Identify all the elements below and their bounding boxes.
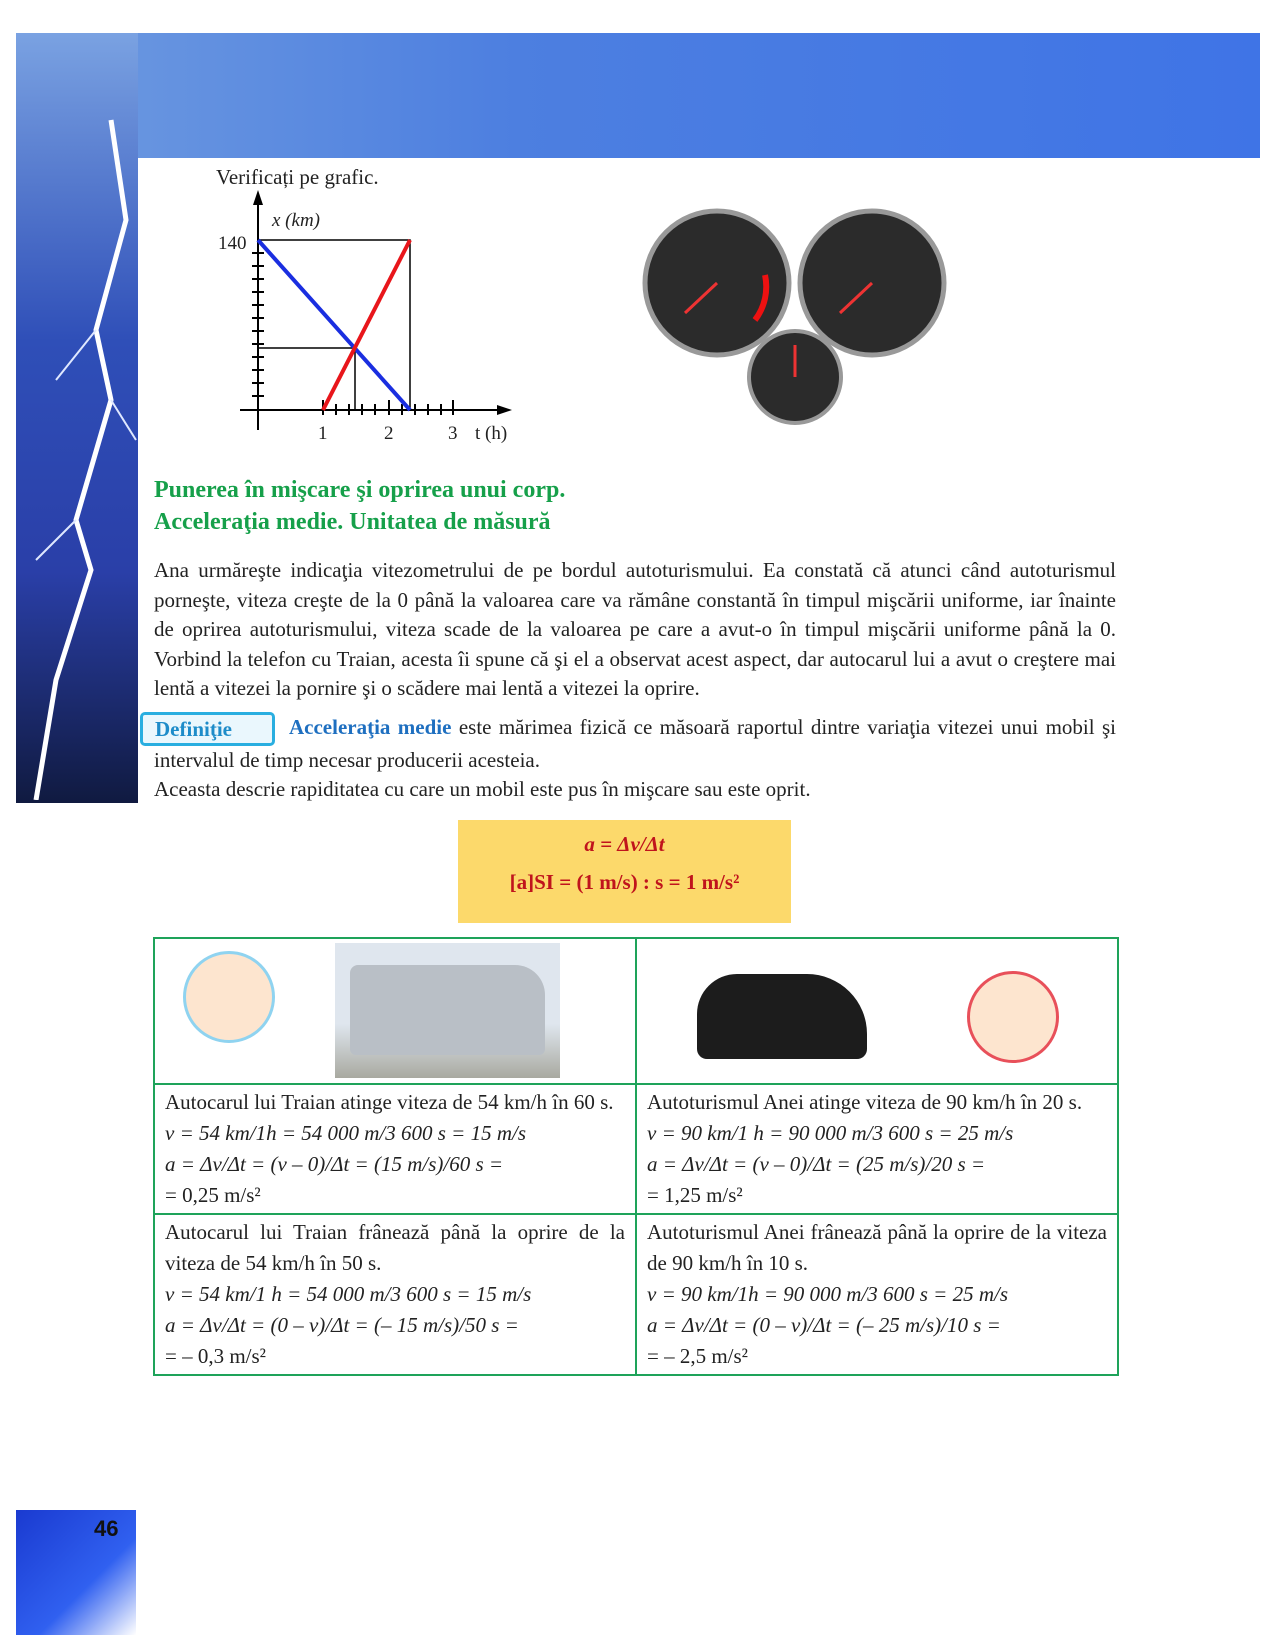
lightning-bolt-icon — [16, 100, 138, 800]
main-text-column — [154, 474, 1116, 1376]
car-photo — [697, 974, 867, 1059]
definition-term: Acceleraţia medie — [289, 714, 452, 739]
y-axis-arrow — [253, 190, 263, 205]
examples-table — [153, 937, 1119, 1376]
bus-image-cell — [154, 938, 636, 1084]
header-banner — [16, 33, 1260, 158]
section-heading-line2: Acceleraţia medie. Unitatea de măsură — [154, 509, 551, 535]
position-time-graph — [200, 185, 530, 450]
x-axis-label: t (h) — [475, 423, 508, 444]
page-number-tab — [16, 1510, 136, 1635]
x-tick-2: 2 — [384, 423, 394, 444]
cell-text: a = Δv/Δt = (0 – v)/Δt = (– 15 m/s)/50 s = — [165, 1312, 519, 1337]
cell-text: = 1,25 m/s² — [647, 1182, 743, 1207]
y-axis-label — [272, 206, 320, 235]
section-heading-line1: Punerea în mişcare şi oprirea unui corp. — [154, 477, 566, 503]
ana-stop-cell — [636, 1214, 1118, 1375]
y-label-text: x (km) — [272, 210, 320, 231]
girl-avatar — [967, 971, 1059, 1063]
cell-text: a = Δv/Δt = (0 – v)/Δt = (– 25 m/s)/10 s = — [647, 1312, 1001, 1337]
y-tick-140: 140 — [218, 233, 247, 254]
formula-unit: [a]SI = (1 m/s) : s = 1 m/s² — [509, 869, 740, 894]
bus-photo — [335, 943, 560, 1078]
traian-start-cell — [154, 1084, 636, 1214]
intro-paragraph: Ana urmăreşte indicaţia vitezometrului de pe bordul autoturismului. Ea constată că atunci când autoturismul porneşte, viteza creşte de la 0 până la valoarea care va rămâne constantă în timpul mişcării uniforme, iar înainte de oprirea autoturismului, viteza scade de la valoarea pe care a avut-o în timpul mişcării uniforme până la 0. Vorbind la telefon cu Traian, acesta îi spune că şi el a observat acest aspect, dar autocarul lui a avut o creştere mai lentă a vitezei la pornire şi o scădere mai lentă a vitezei la oprire. — [154, 558, 1116, 700]
page-number: 46 — [94, 1516, 119, 1541]
formula-box — [458, 820, 791, 923]
x-tick-1: 1 — [318, 423, 328, 444]
definition-text: este mărimea fizică ce măsoară raportul dintre variaţia vitezei unui mobil şi intervalul de timp necesar producerii acesteia. — [154, 714, 1116, 772]
cell-text: Autoturismul Anei frânează până la oprire de la viteza de 90 km/h în 10 s. — [647, 1219, 1107, 1275]
cell-text: = – 0,3 m/s² — [165, 1343, 266, 1368]
speedometer-gauges-image — [640, 205, 950, 430]
cell-text: v = 90 km/1 h = 90 000 m/3 600 s = 25 m/s — [647, 1120, 1014, 1145]
definition-badge: Definiţie — [140, 712, 275, 746]
boy-avatar — [183, 951, 275, 1043]
cell-text: a = Δv/Δt = (v – 0)/Δt = (15 m/s)/60 s = — [165, 1151, 504, 1176]
cell-text: Autocarul lui Traian frânează până la oprire de la viteza de 54 km/h în 50 s. — [165, 1219, 625, 1275]
x-axis-arrow — [497, 405, 512, 415]
cell-text: = 0,25 m/s² — [165, 1182, 261, 1207]
cell-text: v = 54 km/1 h = 54 000 m/3 600 s = 15 m/s — [165, 1281, 532, 1306]
definition-paragraph — [154, 712, 1116, 776]
ana-start-cell — [636, 1084, 1118, 1214]
car-image-cell — [636, 938, 1118, 1084]
cell-text: Autoturismul Anei atinge viteza de 90 km/h în 20 s. — [647, 1089, 1083, 1114]
x-tick-3: 3 — [448, 423, 458, 444]
x-ticks — [323, 400, 453, 415]
definition-extra: Aceasta descrie rapiditatea cu care un mobil este pus în mişcare sau este oprit. — [154, 777, 811, 801]
cell-text: Autocarul lui Traian atinge viteza de 54 km/h în 60 s. — [165, 1089, 614, 1114]
cell-text: a = Δv/Δt = (v – 0)/Δt = (25 m/s)/20 s = — [647, 1151, 986, 1176]
cell-text: v = 54 km/1h = 54 000 m/3 600 s = 15 m/s — [165, 1120, 526, 1145]
cell-text: = – 2,5 m/s² — [647, 1343, 748, 1368]
formula-acceleration: a = Δv/Δt — [584, 831, 665, 856]
traian-stop-cell — [154, 1214, 636, 1375]
cell-text: v = 90 km/1h = 90 000 m/3 600 s = 25 m/s — [647, 1281, 1008, 1306]
graph-caption: Verificați pe grafic. — [216, 165, 379, 189]
